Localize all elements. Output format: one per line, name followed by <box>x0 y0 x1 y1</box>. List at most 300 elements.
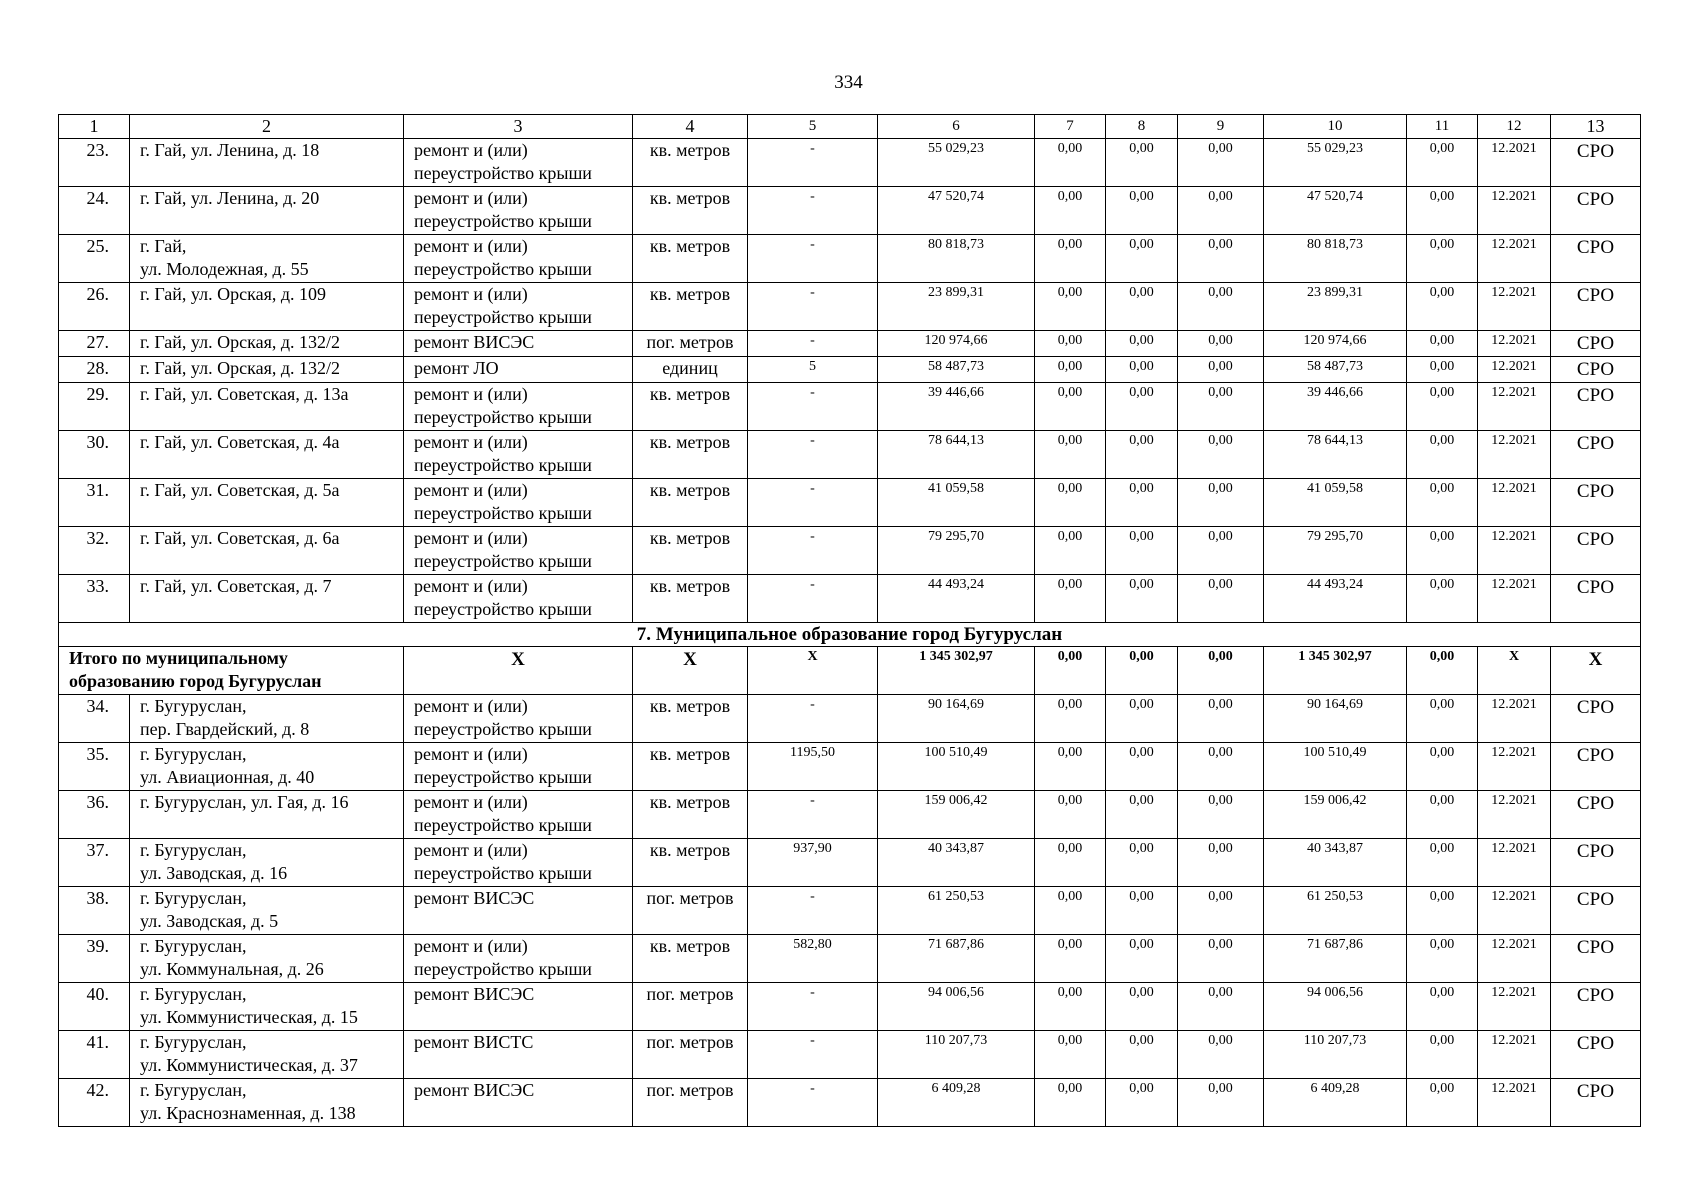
address-cell <box>130 935 404 983</box>
address-cell <box>130 983 404 1031</box>
value-cell-c7: 0,00 <box>1035 743 1106 791</box>
work-type-line: переустройство крыши <box>414 259 592 279</box>
unit-cell: кв. метров <box>633 527 748 575</box>
total-label <box>59 647 404 695</box>
address-line: г. Бугуруслан, <box>140 1080 247 1100</box>
value-cell-c7: 0,00 <box>1035 887 1106 935</box>
value-cell-c5: - <box>748 139 878 187</box>
row-number: 42. <box>59 1079 130 1127</box>
value-cell-c9: 0,00 <box>1178 575 1264 623</box>
value-cell-c11: 0,00 <box>1407 935 1478 983</box>
address-cell <box>130 1079 404 1127</box>
value-cell-c6: 44 493,24 <box>878 575 1035 623</box>
address-line: г. Гай, ул. Советская, д. 6а <box>140 528 340 548</box>
row-number: 36. <box>59 791 130 839</box>
value-cell-c12: 12.2021 <box>1478 1079 1551 1127</box>
value-cell-c11: 0,00 <box>1407 695 1478 743</box>
work-type-line: ремонт и (или) <box>414 188 528 208</box>
value-cell-c8: 0,00 <box>1106 187 1178 235</box>
value-cell-c8: 0,00 <box>1106 743 1178 791</box>
work-type-cell <box>404 1031 633 1079</box>
work-type-line: ремонт и (или) <box>414 576 528 596</box>
row-number: 39. <box>59 935 130 983</box>
value-cell-c6: 41 059,58 <box>878 479 1035 527</box>
work-type-line: переустройство крыши <box>414 163 592 183</box>
work-type-cell <box>404 331 633 357</box>
value-cell-c12: 12.2021 <box>1478 383 1551 431</box>
value-cell-c6: 80 818,73 <box>878 235 1035 283</box>
total-c8: 0,00 <box>1106 647 1178 695</box>
value-cell-c8: 0,00 <box>1106 575 1178 623</box>
row-number: 35. <box>59 743 130 791</box>
column-header: 12 <box>1478 115 1551 139</box>
address-cell <box>130 431 404 479</box>
work-type-cell <box>404 357 633 383</box>
work-type-cell <box>404 283 633 331</box>
value-cell-c8: 0,00 <box>1106 283 1178 331</box>
value-cell-c9: 0,00 <box>1178 331 1264 357</box>
value-cell-c5: - <box>748 887 878 935</box>
value-cell-c9: 0,00 <box>1178 1031 1264 1079</box>
row-number: 31. <box>59 479 130 527</box>
value-cell-c9: 0,00 <box>1178 935 1264 983</box>
address-cell <box>130 187 404 235</box>
value-cell-c6: 39 446,66 <box>878 383 1035 431</box>
value-cell-c5: - <box>748 383 878 431</box>
value-cell-c10: 159 006,42 <box>1264 791 1407 839</box>
value-cell-c8: 0,00 <box>1106 431 1178 479</box>
value-cell-c6: 110 207,73 <box>878 1031 1035 1079</box>
value-cell-c11: 0,00 <box>1407 383 1478 431</box>
column-header: 4 <box>633 115 748 139</box>
table-row <box>59 791 1641 839</box>
table-body <box>59 139 1641 1127</box>
value-cell-c8: 0,00 <box>1106 139 1178 187</box>
value-cell-c9: 0,00 <box>1178 887 1264 935</box>
value-cell-c12: 12.2021 <box>1478 887 1551 935</box>
address-line: г. Бугуруслан, <box>140 984 247 1004</box>
organization-cell: СРО <box>1551 357 1641 383</box>
address-line: г. Бугуруслан, <box>140 1032 247 1052</box>
value-cell-c11: 0,00 <box>1407 575 1478 623</box>
unit-cell: кв. метров <box>633 283 748 331</box>
value-cell-c5: - <box>748 431 878 479</box>
column-header: 1 <box>59 115 130 139</box>
value-cell-c12: 12.2021 <box>1478 187 1551 235</box>
value-cell-c11: 0,00 <box>1407 887 1478 935</box>
value-cell-c11: 0,00 <box>1407 791 1478 839</box>
section-title: 7. Муниципальное образование город Бугуруслан <box>59 623 1641 647</box>
work-type-cell <box>404 743 633 791</box>
row-number: 32. <box>59 527 130 575</box>
address-cell <box>130 743 404 791</box>
table-row <box>59 1079 1641 1127</box>
value-cell-c9: 0,00 <box>1178 235 1264 283</box>
total-label-line: Итого по муниципальному <box>69 648 288 668</box>
value-cell-c12: 12.2021 <box>1478 431 1551 479</box>
work-type-line: переустройство крыши <box>414 815 592 835</box>
value-cell-c5: 1195,50 <box>748 743 878 791</box>
value-cell-c8: 0,00 <box>1106 935 1178 983</box>
table-row <box>59 743 1641 791</box>
address-line: г. Бугуруслан, ул. Гая, д. 16 <box>140 792 349 812</box>
value-cell-c5: 582,80 <box>748 935 878 983</box>
row-number: 33. <box>59 575 130 623</box>
value-cell-c7: 0,00 <box>1035 357 1106 383</box>
unit-cell: кв. метров <box>633 187 748 235</box>
table-row <box>59 139 1641 187</box>
section-row <box>59 623 1641 647</box>
table-row <box>59 283 1641 331</box>
address-cell <box>130 139 404 187</box>
value-cell-c9: 0,00 <box>1178 431 1264 479</box>
work-type-line: ремонт ЛО <box>414 358 499 378</box>
value-cell-c7: 0,00 <box>1035 1079 1106 1127</box>
value-cell-c11: 0,00 <box>1407 1031 1478 1079</box>
column-header: 11 <box>1407 115 1478 139</box>
address-cell <box>130 695 404 743</box>
table-row <box>59 235 1641 283</box>
column-header: 9 <box>1178 115 1264 139</box>
value-cell-c6: 71 687,86 <box>878 935 1035 983</box>
value-cell-c9: 0,00 <box>1178 187 1264 235</box>
value-cell-c7: 0,00 <box>1035 983 1106 1031</box>
total-c11: 0,00 <box>1407 647 1478 695</box>
value-cell-c8: 0,00 <box>1106 331 1178 357</box>
table-row <box>59 695 1641 743</box>
unit-cell: пог. метров <box>633 887 748 935</box>
table-row <box>59 839 1641 887</box>
value-cell-c9: 0,00 <box>1178 983 1264 1031</box>
value-cell-c12: 12.2021 <box>1478 1031 1551 1079</box>
value-cell-c6: 159 006,42 <box>878 791 1035 839</box>
value-cell-c10: 71 687,86 <box>1264 935 1407 983</box>
row-number: 27. <box>59 331 130 357</box>
address-cell <box>130 357 404 383</box>
value-cell-c10: 58 487,73 <box>1264 357 1407 383</box>
organization-cell: СРО <box>1551 235 1641 283</box>
address-line: г. Гай, ул. Орская, д. 132/2 <box>140 358 341 378</box>
organization-cell: СРО <box>1551 1079 1641 1127</box>
address-line: г. Гай, ул. Советская, д. 7 <box>140 576 332 596</box>
total-label-line: образованию город Бугуруслан <box>69 671 322 691</box>
value-cell-c6: 94 006,56 <box>878 983 1035 1031</box>
column-header: 2 <box>130 115 404 139</box>
value-cell-c11: 0,00 <box>1407 743 1478 791</box>
value-cell-c12: 12.2021 <box>1478 983 1551 1031</box>
value-cell-c9: 0,00 <box>1178 1079 1264 1127</box>
organization-cell: СРО <box>1551 983 1641 1031</box>
unit-cell: единиц <box>633 357 748 383</box>
value-cell-c7: 0,00 <box>1035 235 1106 283</box>
row-number: 40. <box>59 983 130 1031</box>
organization-cell: СРО <box>1551 431 1641 479</box>
organization-cell: СРО <box>1551 139 1641 187</box>
work-type-line: ремонт и (или) <box>414 236 528 256</box>
work-type-line: ремонт ВИСЭС <box>414 1080 535 1100</box>
address-line: г. Гай, ул. Советская, д. 13а <box>140 384 349 404</box>
value-cell-c9: 0,00 <box>1178 283 1264 331</box>
value-cell-c8: 0,00 <box>1106 1079 1178 1127</box>
unit-cell: кв. метров <box>633 383 748 431</box>
address-cell <box>130 1031 404 1079</box>
work-type-line: ремонт ВИСЭС <box>414 984 535 1004</box>
value-cell-c10: 79 295,70 <box>1264 527 1407 575</box>
column-header: 7 <box>1035 115 1106 139</box>
work-type-cell <box>404 935 633 983</box>
value-cell-c5: - <box>748 479 878 527</box>
unit-cell: пог. метров <box>633 1079 748 1127</box>
value-cell-c11: 0,00 <box>1407 479 1478 527</box>
value-cell-c12: 12.2021 <box>1478 139 1551 187</box>
column-header: 13 <box>1551 115 1641 139</box>
total-c3: Х <box>404 647 633 695</box>
value-cell-c10: 120 974,66 <box>1264 331 1407 357</box>
address-cell <box>130 383 404 431</box>
unit-cell: пог. метров <box>633 331 748 357</box>
address-line: г. Гай, ул. Орская, д. 109 <box>140 284 327 304</box>
value-cell-c10: 41 059,58 <box>1264 479 1407 527</box>
row-number: 37. <box>59 839 130 887</box>
work-type-line: ремонт и (или) <box>414 384 528 404</box>
total-c4: Х <box>633 647 748 695</box>
row-number: 26. <box>59 283 130 331</box>
value-cell-c7: 0,00 <box>1035 839 1106 887</box>
value-cell-c7: 0,00 <box>1035 283 1106 331</box>
value-cell-c12: 12.2021 <box>1478 283 1551 331</box>
value-cell-c6: 61 250,53 <box>878 887 1035 935</box>
total-c13: Х <box>1551 647 1641 695</box>
work-type-cell <box>404 575 633 623</box>
address-cell <box>130 527 404 575</box>
address-line: ул. Авиационная, д. 40 <box>140 767 315 787</box>
value-cell-c7: 0,00 <box>1035 527 1106 575</box>
work-type-line: переустройство крыши <box>414 599 592 619</box>
value-cell-c10: 40 343,87 <box>1264 839 1407 887</box>
unit-cell: кв. метров <box>633 575 748 623</box>
unit-cell: кв. метров <box>633 431 748 479</box>
value-cell-c10: 78 644,13 <box>1264 431 1407 479</box>
value-cell-c7: 0,00 <box>1035 935 1106 983</box>
value-cell-c7: 0,00 <box>1035 139 1106 187</box>
value-cell-c5: - <box>748 791 878 839</box>
work-type-line: переустройство крыши <box>414 863 592 883</box>
work-type-line: переустройство крыши <box>414 551 592 571</box>
value-cell-c10: 47 520,74 <box>1264 187 1407 235</box>
value-cell-c10: 39 446,66 <box>1264 383 1407 431</box>
organization-cell: СРО <box>1551 283 1641 331</box>
work-type-line: ремонт и (или) <box>414 744 528 764</box>
work-type-cell <box>404 479 633 527</box>
total-c5: Х <box>748 647 878 695</box>
value-cell-c6: 58 487,73 <box>878 357 1035 383</box>
address-line: г. Гай, ул. Ленина, д. 18 <box>140 140 320 160</box>
value-cell-c11: 0,00 <box>1407 235 1478 283</box>
value-cell-c6: 6 409,28 <box>878 1079 1035 1127</box>
work-type-line: переустройство крыши <box>414 455 592 475</box>
column-number-row <box>59 115 1641 139</box>
row-number: 29. <box>59 383 130 431</box>
table-row <box>59 431 1641 479</box>
work-type-line: ремонт ВИСЭС <box>414 332 535 352</box>
value-cell-c5: - <box>748 983 878 1031</box>
value-cell-c11: 0,00 <box>1407 527 1478 575</box>
work-type-cell <box>404 431 633 479</box>
address-line: г. Гай, <box>140 236 187 256</box>
unit-cell: кв. метров <box>633 935 748 983</box>
value-cell-c8: 0,00 <box>1106 839 1178 887</box>
value-cell-c6: 47 520,74 <box>878 187 1035 235</box>
address-cell <box>130 839 404 887</box>
address-cell <box>130 235 404 283</box>
work-type-line: переустройство крыши <box>414 959 592 979</box>
organization-cell: СРО <box>1551 791 1641 839</box>
value-cell-c9: 0,00 <box>1178 357 1264 383</box>
capital-repair-table <box>58 114 1641 1127</box>
value-cell-c12: 12.2021 <box>1478 479 1551 527</box>
organization-cell: СРО <box>1551 839 1641 887</box>
value-cell-c6: 40 343,87 <box>878 839 1035 887</box>
value-cell-c12: 12.2021 <box>1478 695 1551 743</box>
value-cell-c6: 55 029,23 <box>878 139 1035 187</box>
organization-cell: СРО <box>1551 887 1641 935</box>
organization-cell: СРО <box>1551 575 1641 623</box>
value-cell-c8: 0,00 <box>1106 983 1178 1031</box>
value-cell-c5: - <box>748 187 878 235</box>
address-line: г. Гай, ул. Ленина, д. 20 <box>140 188 320 208</box>
organization-cell: СРО <box>1551 527 1641 575</box>
organization-cell: СРО <box>1551 743 1641 791</box>
address-line: г. Гай, ул. Советская, д. 5а <box>140 480 340 500</box>
value-cell-c8: 0,00 <box>1106 527 1178 575</box>
unit-cell: кв. метров <box>633 479 748 527</box>
value-cell-c5: 5 <box>748 357 878 383</box>
work-type-line: ремонт и (или) <box>414 936 528 956</box>
work-type-line: ремонт и (или) <box>414 696 528 716</box>
address-line: ул. Коммунальная, д. 26 <box>140 959 324 979</box>
address-line: г. Бугуруслан, <box>140 840 247 860</box>
value-cell-c5: - <box>748 695 878 743</box>
value-cell-c11: 0,00 <box>1407 283 1478 331</box>
value-cell-c12: 12.2021 <box>1478 357 1551 383</box>
value-cell-c5: - <box>748 527 878 575</box>
work-type-line: переустройство крыши <box>414 719 592 739</box>
value-cell-c5: - <box>748 331 878 357</box>
unit-cell: пог. метров <box>633 1031 748 1079</box>
value-cell-c5: - <box>748 1079 878 1127</box>
work-type-cell <box>404 887 633 935</box>
work-type-line: переустройство крыши <box>414 407 592 427</box>
work-type-cell <box>404 791 633 839</box>
unit-cell: кв. метров <box>633 791 748 839</box>
work-type-line: ремонт и (или) <box>414 792 528 812</box>
page-number: 334 <box>834 72 863 93</box>
value-cell-c5: - <box>748 283 878 331</box>
table-row <box>59 479 1641 527</box>
work-type-line: переустройство крыши <box>414 307 592 327</box>
value-cell-c5: 937,90 <box>748 839 878 887</box>
work-type-cell <box>404 139 633 187</box>
total-c10: 1 345 302,97 <box>1264 647 1407 695</box>
address-line: ул. Заводская, д. 5 <box>140 911 279 931</box>
value-cell-c12: 12.2021 <box>1478 331 1551 357</box>
work-type-line: переустройство крыши <box>414 503 592 523</box>
unit-cell: кв. метров <box>633 695 748 743</box>
value-cell-c7: 0,00 <box>1035 431 1106 479</box>
value-cell-c12: 12.2021 <box>1478 575 1551 623</box>
work-type-cell <box>404 527 633 575</box>
row-number: 23. <box>59 139 130 187</box>
address-line: ул. Коммунистическая, д. 15 <box>140 1007 358 1027</box>
value-cell-c6: 23 899,31 <box>878 283 1035 331</box>
value-cell-c7: 0,00 <box>1035 331 1106 357</box>
value-cell-c5: - <box>748 235 878 283</box>
value-cell-c9: 0,00 <box>1178 479 1264 527</box>
work-type-cell <box>404 839 633 887</box>
address-line: г. Гай, ул. Орская, д. 132/2 <box>140 332 341 352</box>
value-cell-c9: 0,00 <box>1178 695 1264 743</box>
value-cell-c9: 0,00 <box>1178 791 1264 839</box>
value-cell-c10: 23 899,31 <box>1264 283 1407 331</box>
column-header: 5 <box>748 115 878 139</box>
unit-cell: кв. метров <box>633 839 748 887</box>
address-cell <box>130 887 404 935</box>
value-cell-c12: 12.2021 <box>1478 527 1551 575</box>
address-line: г. Бугуруслан, <box>140 696 247 716</box>
table-row <box>59 575 1641 623</box>
value-cell-c10: 55 029,23 <box>1264 139 1407 187</box>
work-type-cell <box>404 235 633 283</box>
address-line: ул. Коммунистическая, д. 37 <box>140 1055 358 1075</box>
total-row <box>59 647 1641 695</box>
value-cell-c12: 12.2021 <box>1478 743 1551 791</box>
organization-cell: СРО <box>1551 479 1641 527</box>
table-row <box>59 331 1641 357</box>
value-cell-c8: 0,00 <box>1106 791 1178 839</box>
unit-cell: кв. метров <box>633 235 748 283</box>
address-cell <box>130 575 404 623</box>
value-cell-c9: 0,00 <box>1178 839 1264 887</box>
table-row <box>59 935 1641 983</box>
value-cell-c10: 110 207,73 <box>1264 1031 1407 1079</box>
work-type-line: ремонт и (или) <box>414 840 528 860</box>
address-cell <box>130 479 404 527</box>
address-line: г. Бугуруслан, <box>140 888 247 908</box>
value-cell-c10: 44 493,24 <box>1264 575 1407 623</box>
value-cell-c10: 6 409,28 <box>1264 1079 1407 1127</box>
address-cell <box>130 331 404 357</box>
table-row <box>59 887 1641 935</box>
address-line: г. Бугуруслан, <box>140 744 247 764</box>
value-cell-c8: 0,00 <box>1106 479 1178 527</box>
table-row <box>59 1031 1641 1079</box>
value-cell-c10: 94 006,56 <box>1264 983 1407 1031</box>
value-cell-c11: 0,00 <box>1407 1079 1478 1127</box>
value-cell-c7: 0,00 <box>1035 575 1106 623</box>
column-header: 6 <box>878 115 1035 139</box>
table-row <box>59 983 1641 1031</box>
organization-cell: СРО <box>1551 383 1641 431</box>
value-cell-c7: 0,00 <box>1035 791 1106 839</box>
value-cell-c11: 0,00 <box>1407 357 1478 383</box>
table-row <box>59 527 1641 575</box>
value-cell-c8: 0,00 <box>1106 887 1178 935</box>
table-row <box>59 383 1641 431</box>
work-type-cell <box>404 383 633 431</box>
row-number: 41. <box>59 1031 130 1079</box>
table-row <box>59 357 1641 383</box>
value-cell-c10: 61 250,53 <box>1264 887 1407 935</box>
